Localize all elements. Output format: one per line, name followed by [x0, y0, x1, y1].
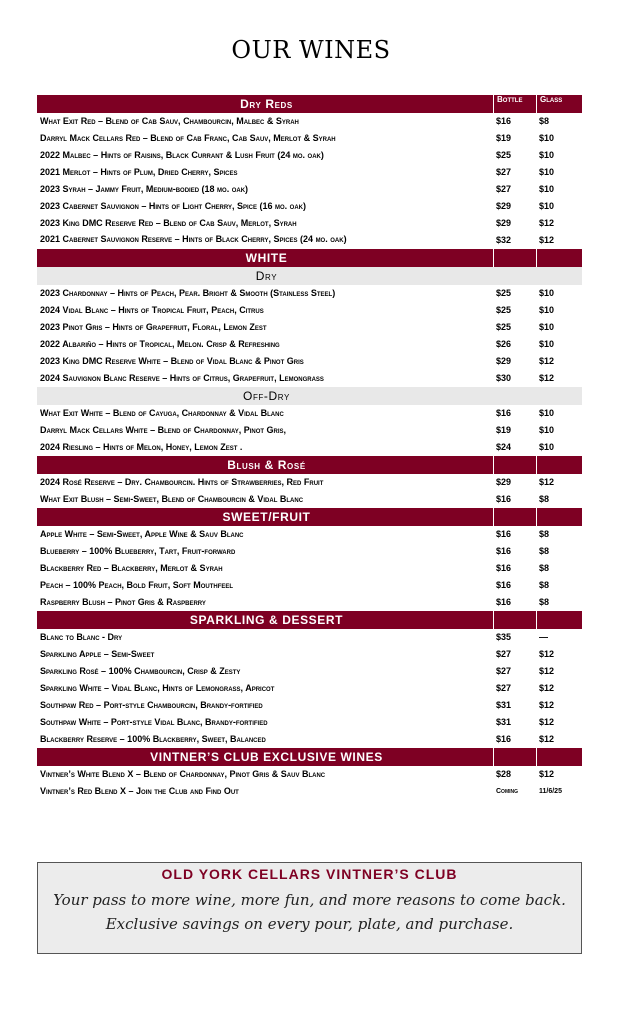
section-title: WHITE: [245, 251, 288, 265]
bottle-price: $27: [496, 649, 512, 659]
glass-col-header: [536, 508, 582, 526]
bottle-price: $28: [496, 769, 512, 779]
bottle-price: $16: [496, 563, 512, 573]
wine-name: 2024 Riesling – Hints of Melon, Honey, Lemon Zest .: [40, 442, 243, 452]
club-tagline: Your pass to more wine, more fun, and more reasons to come back.: [53, 891, 566, 909]
wine-name: Blanc to Blanc - Dry: [40, 632, 123, 642]
wine-row: [37, 594, 582, 611]
glass-price: $10: [539, 167, 555, 177]
glass-price: $12: [539, 666, 555, 676]
subsection-title: Dry: [255, 269, 278, 283]
glass-price: $10: [539, 150, 555, 160]
wine-row: [37, 680, 582, 697]
glass-price: $12: [539, 477, 555, 487]
section-title: SWEET/FRUIT: [222, 510, 311, 524]
glass-price: $10: [539, 288, 555, 298]
glass-price: $12: [539, 356, 555, 366]
bottle-price: $25: [496, 305, 512, 315]
wine-row: [37, 526, 582, 543]
bottle-price: $30: [496, 373, 512, 383]
wine-row: [37, 697, 582, 714]
page-title: OUR WINES: [231, 36, 391, 64]
wine-row: [37, 319, 582, 336]
glass-price: $8: [539, 494, 550, 504]
wine-row: [37, 422, 582, 439]
wine-row: [37, 232, 582, 249]
wine-name: 2023 Cabernet Sauvignon – Hints of Light Cherry, Spice (16 mo. oak): [40, 201, 306, 211]
glass-price: $10: [539, 305, 555, 315]
bottle-col-header: Bottle: [493, 95, 536, 113]
bottle-price: $29: [496, 218, 512, 228]
glass-price: $10: [539, 425, 555, 435]
bottle-price: $27: [496, 666, 512, 676]
bottle-price: $31: [496, 700, 512, 710]
glass-price: $10: [539, 201, 555, 211]
glass-price: $12: [539, 373, 555, 383]
bottle-col-header: [493, 508, 536, 526]
wine-row: [37, 215, 582, 232]
wine-name: Darryl Mack Cellars White – Blend of Chardonnay, Pinot Gris,: [40, 425, 287, 435]
glass-price: $10: [539, 408, 555, 418]
subsection-header: [37, 267, 582, 285]
glass-price: $12: [539, 649, 555, 659]
glass-col-header: Glass: [536, 95, 582, 113]
wine-row: [37, 370, 582, 387]
bottle-col-header: [493, 249, 536, 267]
wine-row: [37, 164, 582, 181]
wine-row: [37, 147, 582, 164]
wine-row: [37, 405, 582, 422]
wine-row: [37, 302, 582, 319]
wine-name: Vintner’s White Blend X – Blend of Chardonnay, Pinot Gris & Sauv Blanc: [40, 769, 326, 779]
section-title: SPARKLING & DESSERT: [189, 613, 344, 627]
bottle-price: $16: [496, 546, 512, 556]
section-header: [37, 748, 582, 766]
wine-name: 2022 Albariño – Hints of Tropical, Melon. Crisp & Refreshing: [40, 339, 280, 349]
bottle-price: $26: [496, 339, 512, 349]
wine-name: Southpaw White – Port-style Vidal Blanc, Brandy-fortified: [40, 717, 268, 727]
club-subline: Exclusive savings on every pour, plate, and purchase.: [105, 915, 514, 933]
wine-name: Sparkling Apple – Semi-Sweet: [40, 649, 155, 659]
wine-row: [37, 198, 582, 215]
wine-name: 2023 Syrah – Jammy Fruit, Medium-bodied (18 mo. oak): [40, 184, 249, 194]
glass-price: $12: [539, 700, 555, 710]
wine-name: What Exit Blush – Semi-Sweet, Blend of Chambourcin & Vidal Blanc: [40, 494, 304, 504]
section-header: [37, 508, 582, 526]
glass-col-header: [536, 249, 582, 267]
wine-row: [37, 113, 582, 130]
section-header: [37, 456, 582, 474]
wine-row: [37, 577, 582, 594]
wine-row: [37, 783, 582, 800]
bottle-price: $25: [496, 288, 512, 298]
wine-row: [37, 543, 582, 560]
glass-price: $8: [539, 529, 550, 539]
bottle-price: $24: [496, 442, 512, 452]
wine-name: Southpaw Red – Port-style Chambourcin, Brandy-fortified: [40, 700, 263, 710]
glass-price: $12: [539, 235, 555, 245]
wine-name: 2021 Cabernet Sauvignon Reserve – Hints of Black Cherry, Spices (24 mo. oak): [40, 234, 347, 244]
glass-price: $8: [539, 563, 550, 573]
bottle-price: Coming: [496, 788, 518, 795]
wine-row: [37, 629, 582, 646]
glass-price: $12: [539, 717, 555, 727]
bottle-price: $19: [496, 133, 512, 143]
wine-row: [37, 714, 582, 731]
wine-row: [37, 663, 582, 680]
bottle-price: $16: [496, 734, 512, 744]
vintners-club-box: [37, 862, 582, 954]
bottle-price: $16: [496, 580, 512, 590]
wine-name: 2022 Malbec – Hints of Raisins, Black Currant & Lush Fruit (24 mo. oak): [40, 150, 324, 160]
wine-row: [37, 491, 582, 508]
bottle-price: $19: [496, 425, 512, 435]
subsection-title: Off-Dry: [243, 389, 290, 403]
wine-name: 2023 King DMC Reserve White – Blend of Vidal Blanc & Pinot Gris: [40, 356, 304, 366]
wine-row: [37, 285, 582, 302]
bottle-price: $25: [496, 150, 512, 160]
wine-row: [37, 353, 582, 370]
glass-price: 11/6/25: [539, 788, 562, 795]
glass-price: $10: [539, 339, 555, 349]
bottle-col-header: [493, 611, 536, 629]
wine-name: 2021 Merlot – Hints of Plum, Dried Cherry, Spices: [40, 167, 238, 177]
bottle-price: $29: [496, 477, 512, 487]
wine-name: Vintner’s Red Blend X – Join the Club and Find Out: [40, 786, 239, 796]
section-header: [37, 249, 582, 267]
bottle-price: $29: [496, 356, 512, 366]
section-title: VINTNER’S CLUB EXCLUSIVE WINES: [150, 750, 383, 764]
wine-name: Sparkling Rosé – 100% Chambourcin, Crisp & Zesty: [40, 666, 241, 676]
wine-row: [37, 336, 582, 353]
wine-row: [37, 474, 582, 491]
bottle-price: $16: [496, 494, 512, 504]
wine-name: 2024 Sauvignon Blanc Reserve – Hints of Citrus, Grapefruit, Lemongrass: [40, 373, 324, 383]
glass-col-header: [536, 456, 582, 474]
bottle-price: $16: [496, 116, 512, 126]
bottle-price: $27: [496, 683, 512, 693]
glass-col-header: [536, 611, 582, 629]
section-title: Blush & Rosé: [227, 458, 306, 472]
wine-name: What Exit White – Blend of Cayuga, Chardonnay & Vidal Blanc: [40, 408, 284, 418]
subsection-header: [37, 387, 582, 405]
bottle-price: $25: [496, 322, 512, 332]
wine-row: [37, 646, 582, 663]
wine-name: Blackberry Reserve – 100% Blackberry, Sweet, Balanced: [40, 734, 266, 744]
glass-price: $8: [539, 116, 550, 126]
glass-price: $12: [539, 734, 555, 744]
wine-row: [37, 130, 582, 147]
glass-price: $12: [539, 769, 555, 779]
club-title: OLD YORK CELLARS VINTNER’S CLUB: [161, 866, 458, 882]
wine-row: [37, 731, 582, 748]
glass-price: $8: [539, 597, 550, 607]
bottle-price: $35: [496, 632, 512, 642]
glass-price: $10: [539, 133, 555, 143]
wine-name: Blackberry Red – Blackberry, Merlot & Syrah: [40, 563, 223, 573]
bottle-price: $32: [496, 235, 512, 245]
bottle-price: $27: [496, 167, 512, 177]
glass-col-header: [536, 748, 582, 766]
bottle-price: $27: [496, 184, 512, 194]
glass-price: $10: [539, 322, 555, 332]
wine-name: Blueberry – 100% Blueberry, Tart, Fruit-forward: [40, 546, 236, 556]
wine-name: 2023 King DMC Reserve Red – Blend of Cab Sauv, Merlot, Syrah: [40, 218, 297, 228]
wine-row: [37, 439, 582, 456]
glass-price: $12: [539, 683, 555, 693]
glass-price: $12: [539, 218, 555, 228]
glass-price: $10: [539, 184, 555, 194]
wine-list: [37, 95, 582, 800]
bottle-price: $31: [496, 717, 512, 727]
bottle-price: $16: [496, 529, 512, 539]
wine-row: [37, 560, 582, 577]
bottle-col-header: [493, 456, 536, 474]
wine-name: 2024 Rosé Reserve – Dry. Chambourcin. Hints of Strawberries, Red Fruit: [40, 477, 324, 487]
bottle-price: $29: [496, 201, 512, 211]
wine-name: 2023 Pinot Gris – Hints of Grapefruit, Floral, Lemon Zest: [40, 322, 267, 332]
glass-price: —: [539, 632, 548, 642]
wine-name: What Exit Red – Blend of Cab Sauv, Chambourcin, Malbec & Syrah: [40, 116, 299, 126]
bottle-col-header: [493, 748, 536, 766]
wine-row: [37, 181, 582, 198]
bottle-price: $16: [496, 597, 512, 607]
wine-name: Darryl Mack Cellars Red – Blend of Cab Franc, Cab Sauv, Merlot & Syrah: [40, 133, 336, 143]
section-title: Dry Reds: [240, 97, 293, 111]
glass-price: $8: [539, 546, 550, 556]
glass-price: $8: [539, 580, 550, 590]
section-header: [37, 95, 582, 113]
wine-name: 2024 Vidal Blanc – Hints of Tropical Fruit, Peach, Citrus: [40, 305, 264, 315]
wine-name: 2023 Chardonnay – Hints of Peach, Pear. Bright & Smooth (Stainless Steel): [40, 288, 336, 298]
wine-name: Raspberry Blush – Pinot Gris & Raspberry: [40, 597, 206, 607]
wine-name: Sparkling White – Vidal Blanc, Hints of Lemongrass, Apricot: [40, 683, 275, 693]
bottle-price: $16: [496, 408, 512, 418]
wine-name: Apple White – Semi-Sweet, Apple Wine & Sauv Blanc: [40, 529, 244, 539]
wine-row: [37, 766, 582, 783]
glass-price: $10: [539, 442, 555, 452]
wine-name: Peach – 100% Peach, Bold Fruit, Soft Mouthfeel: [40, 580, 234, 590]
section-header: [37, 611, 582, 629]
